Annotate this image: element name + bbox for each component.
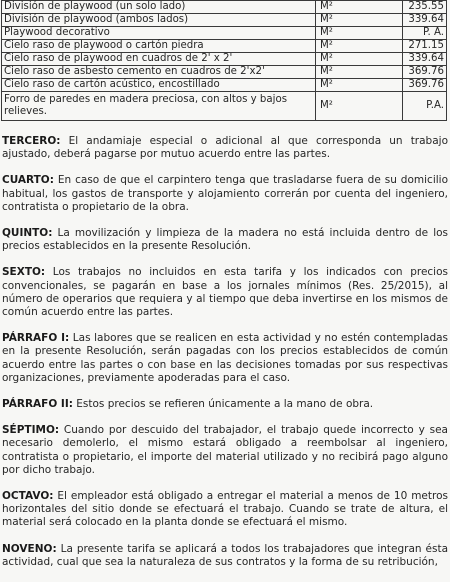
paragraph-text: El empleador está obligado a entregar el material a menos de 10 metros horizontales del sitio donde se efectuará el trabajo. Cuando se trate de altura, el material será colocado en la planta donde se efectuará el mismo. [2, 490, 448, 529]
paragraph-text: Cuando por descuido del trabajador, el trabajo quede incorrecto y sea necesario demolerlo, el mismo estará obligado a reembolsar al ingeniero, contratista o propietario, el importe del material utilizado y no recibirá pago alguno por dicho trabajo. [2, 424, 448, 476]
paragraph-text: La presente tarifa se aplicará a todos los trabajadores que integran ésta actividad, cual que sea la naturaleza de sus contratos y la forma de su retribución, [2, 542, 448, 568]
item-description: Forro de paredes en madera preciosa, con altos y bajos relieves. [2, 92, 316, 121]
table-row [2, 53, 447, 66]
paragraph-octavo [2, 490, 448, 530]
item-unit: M² [316, 66, 403, 79]
price-table [1, 0, 447, 121]
item-description: Cielo raso de cartón acústico, encostillado [2, 79, 316, 92]
paragraph-quinto [2, 227, 448, 253]
item-description: Cielo raso de playwood o cartón piedra [2, 40, 316, 53]
paragraph-text: En caso de que el carpintero tenga que trasladarse fuera de su domicilio habitual, los gastos de transporte y alojamiento correrán por cuenta del ingeniero, contratista o propietario de la obra. [2, 174, 448, 213]
item-description: Cielo raso de playwood en cuadros de 2' x 2' [2, 53, 316, 66]
item-unit: M² [316, 40, 403, 53]
item-unit: M² [316, 79, 403, 92]
table-row [2, 27, 447, 40]
item-price: 339.64 [403, 14, 447, 27]
table-row [2, 66, 447, 79]
paragraph-cuarto [2, 174, 448, 214]
item-price: 271.15 [403, 40, 447, 53]
paragraph-septimo [2, 424, 448, 477]
paragraph-noveno [2, 543, 448, 569]
table-row [2, 92, 447, 121]
paragraph-label: PÁRRAFO II: [2, 398, 73, 411]
paragraph-text: La movilización y limpieza de la madera no está incluida dentro de los precios establecidos en la presente Resolución. [2, 227, 448, 253]
item-description: Cielo raso de asbesto cemento en cuadros de 2'x2' [2, 66, 316, 79]
table-row [2, 79, 447, 92]
paragraph-parrafo-i [2, 332, 448, 385]
item-description: División de playwood (ambos lados) [2, 14, 316, 27]
item-description: División de playwood (un solo lado) [2, 1, 316, 14]
paragraph-sexto [2, 266, 448, 319]
item-price: 339.64 [403, 53, 447, 66]
paragraph-label: QUINTO: [2, 227, 53, 240]
item-price: 235.55 [403, 1, 447, 14]
paragraph-label: TERCERO: [2, 135, 61, 147]
table-row [2, 14, 447, 27]
item-description: Playwood decorativo [2, 27, 316, 40]
paragraph-parrafo-ii [2, 398, 448, 411]
paragraph-text: Estos precios se refieren únicamente a la mano de obra. [72, 398, 374, 411]
paragraph-label: SÉPTIMO: [2, 424, 60, 437]
item-price: P.A. [403, 92, 447, 121]
item-unit: M² [316, 1, 403, 14]
table-row [2, 40, 447, 53]
item-price: 369.76 [403, 66, 447, 79]
item-price: P. A. [403, 27, 447, 40]
item-price: 369.76 [403, 79, 447, 92]
paragraph-label: OCTAVO: [2, 490, 54, 503]
item-unit: M² [316, 14, 403, 27]
paragraph-text: Las labores que se realicen en esta actividad y no estén contempladas en la presente Resolución, serán pagadas con los precios establecidos de común acuerdo entre las partes o con base en las decisiones tomadas por sus respectivas organizaciones, previamente apoderadas para el caso. [2, 332, 449, 384]
paragraph-text: Los trabajos no incluidos en esta tarifa y los indicados con precios convencionales, se pagarán en base a los jornales mínimos (Res. 25/2015), al número de operarios que requiera y al tiempo que deba invertirse en los mismos de común acuerdo entre las partes. [2, 266, 448, 319]
table-row [2, 1, 447, 14]
item-unit: M² [316, 92, 403, 121]
item-unit: M² [316, 27, 403, 40]
paragraph-label: PÁRRAFO I: [2, 332, 70, 345]
paragraph-label: CUARTO: [2, 174, 54, 187]
paragraph-tercero [2, 135, 448, 161]
paragraph-label: SEXTO: [2, 266, 46, 279]
item-unit: M² [316, 53, 403, 66]
paragraph-text: El andamiaje especial o adicional al que corresponda un trabajo ajustado, deberá pagarse por mutuo acuerdo entre las partes. [2, 135, 448, 161]
resolution-text [2, 135, 448, 582]
paragraph-label: NOVENO: [2, 542, 57, 555]
